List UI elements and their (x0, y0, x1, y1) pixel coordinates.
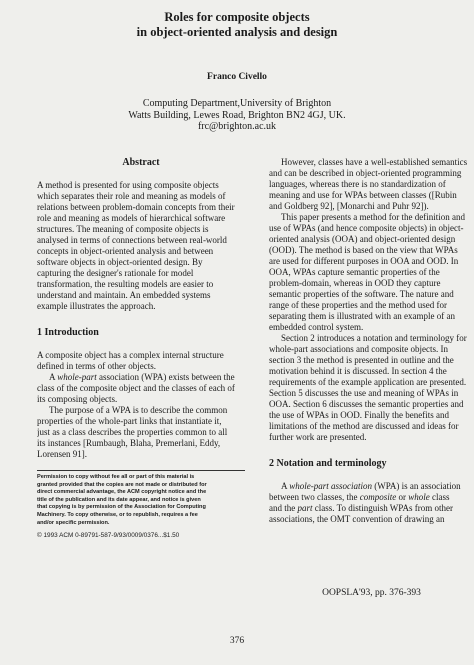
intro-line: its composing objects. (37, 394, 118, 404)
intro-line: A composite object has a complex internal structure (37, 350, 224, 360)
paper-title (0, 10, 474, 40)
affiliation-line: Watts Building, Lewes Road, Brighton BN2 4GJ, UK. (128, 109, 346, 121)
right-column (269, 157, 474, 525)
body-line: motivation behind it is discussed. In section 4 the (269, 366, 447, 376)
body-line: semantic properties of the software. The nature and (269, 289, 454, 299)
body-line: range of these properties and the method used for (269, 300, 447, 310)
abstract-line: transformation, the resulting models are easier to (37, 279, 214, 289)
emphasis-text: composite (359, 492, 397, 502)
introduction-heading: 1 Introduction (37, 327, 99, 338)
body-line: and Goldberg 92], [Monarchi and Puhr 92]). (269, 201, 429, 211)
body-line: languages, whereas there is no standardization of (269, 179, 446, 189)
emphasis-text: whole-part (57, 372, 97, 382)
body-line: This paper presents a method for the definition and (281, 212, 465, 222)
body-line: are used for different purposes in OOA and OOD. In (269, 256, 459, 266)
body-line: meaning and use for WPAs between classes ([Rubin (269, 190, 457, 200)
permission-line: granted provided that the copies are not made or distributed for (37, 481, 207, 488)
intro-line: A whole-part association (WPA) exists between the (49, 372, 235, 382)
permission-line: Permission to copy without fee all or part of this material is (37, 474, 195, 480)
abstract-line: structures. The meaning of composite objects is (37, 224, 209, 234)
intro-line: just as a class describes the properties common to all (37, 427, 228, 437)
author-affiliation (0, 98, 474, 133)
permission-line: Machinery. To copy otherwise, or to republish, requires a fee (37, 511, 198, 518)
abstract-line: A method is presented for using composite objects (37, 180, 219, 190)
emphasis-text: whole-part association (289, 481, 373, 491)
intro-paragraph (37, 405, 245, 460)
footnote-divider (37, 470, 245, 471)
venue-citation: OOPSLA'93, pp. 376-393 (322, 588, 421, 598)
body-line: and can be described in object-oriented programming (269, 168, 462, 178)
body-line: use of WPAs (and hence composite objects) in object- (269, 223, 464, 233)
body-paragraph (269, 212, 474, 333)
abstract-line: capturing the designer's rationale for model (37, 268, 194, 278)
abstract-line: software objects in object-oriented design. By (37, 257, 203, 267)
abstract-heading: Abstract (122, 157, 160, 168)
body-line: Section 2 introduces a notation and terminology for (281, 333, 467, 343)
copyright-notice: © 1993 ACM 0-89791-587-9/93/0009/0376...$1.50 (37, 532, 180, 540)
body-paragraph (269, 333, 474, 443)
body-line: whole-part associations and composite objects. In (269, 344, 448, 354)
body-line: Section 5 discusses the use and meaning of WPAs in (269, 388, 459, 398)
title-line-2: in object-oriented analysis and design (136, 25, 338, 39)
body-line: associations, the OMT convention of drawing an (269, 514, 445, 524)
author-name: Franco Civello (207, 72, 267, 82)
body-line: OOA. Section 6 discusses the semantic properties and (269, 399, 464, 409)
intro-line: its instances [Rumbaugh, Blaha, Premerlani, Eddy, (37, 438, 221, 448)
intro-line: class of the composite object and the classes of each of (37, 383, 235, 393)
abstract-line: example illustrates the approach. (37, 301, 156, 311)
body-line: section 3 the method is presented in outline and the (269, 355, 454, 365)
body-line: limitations of the method are discussed and ideas for (269, 421, 459, 431)
abstract-body (37, 180, 245, 312)
permission-line: direct commercial advantage, the ACM copyright notice and the (37, 489, 207, 496)
body-line: embedded control system. (269, 322, 364, 332)
permission-line: title of the publication and its date appear, and notice is given (37, 496, 201, 503)
body-line: OOA, WPAs capture semantic properties of the (269, 267, 440, 277)
abstract-line: role and meaning as models of hierarchical software (37, 213, 226, 223)
body-line: separating them is illustrated with an example of an (269, 311, 455, 321)
abstract-line: relations between problem-domain concepts from their (37, 202, 235, 212)
abstract-line: concepts in object-oriented analysis and between (37, 246, 214, 256)
page-number: 376 (229, 636, 245, 646)
emphasis-text: whole (408, 492, 430, 502)
abstract-line: which separates their role and meaning as models of (37, 191, 226, 201)
body-line: between two classes, the composite or whole class (269, 492, 450, 502)
body-line: the use of WPAs in OOD. Finally the benefits and (269, 410, 449, 420)
intro-line: The purpose of a WPA is to describe the common (49, 405, 228, 415)
abstract-line: analysed in terms of connections between real-world (37, 235, 227, 245)
intro-paragraph (37, 350, 245, 372)
body-line: requirements of the example application are presented. (269, 377, 467, 387)
body-line: further work are presented. (269, 432, 367, 442)
intro-line: properties of the whole-part links that instantiate it, (37, 416, 222, 426)
body-line: problem-domain, whereas in OOD they capture (269, 278, 441, 288)
abstract-line: understand and maintain. An embedded systems (37, 290, 211, 300)
section-2-heading: 2 Notation and terminology (269, 458, 387, 469)
emphasis-text: part (297, 503, 313, 513)
permission-line: and/or specific permission. (37, 519, 110, 526)
body-line: A whole-part association (WPA) is an association (281, 481, 461, 491)
body-line: (OOD). The method is based on the view that WPAs (269, 245, 458, 255)
body-line: oriented analysis (OOA) and object-oriented design (269, 234, 456, 244)
permission-notice (37, 474, 245, 527)
intro-line: defined in terms of other objects. (37, 361, 156, 371)
title-line-1: Roles for composite objects (164, 10, 310, 24)
body-paragraph (269, 481, 474, 525)
affiliation-line: Computing Department,University of Brighton (142, 98, 332, 109)
body-line: However, classes have a well-established semantics (281, 157, 468, 167)
intro-line: Lorensen 91]. (37, 449, 87, 459)
left-column (37, 157, 245, 540)
permission-line: that copying is by permission of the Association for Computing (37, 504, 206, 511)
intro-paragraph (37, 372, 245, 405)
author-email: frc@brighton.ac.uk (197, 121, 277, 132)
body-paragraph (269, 157, 474, 212)
body-line: and the part class. To distinguish WPAs from other (269, 503, 453, 513)
